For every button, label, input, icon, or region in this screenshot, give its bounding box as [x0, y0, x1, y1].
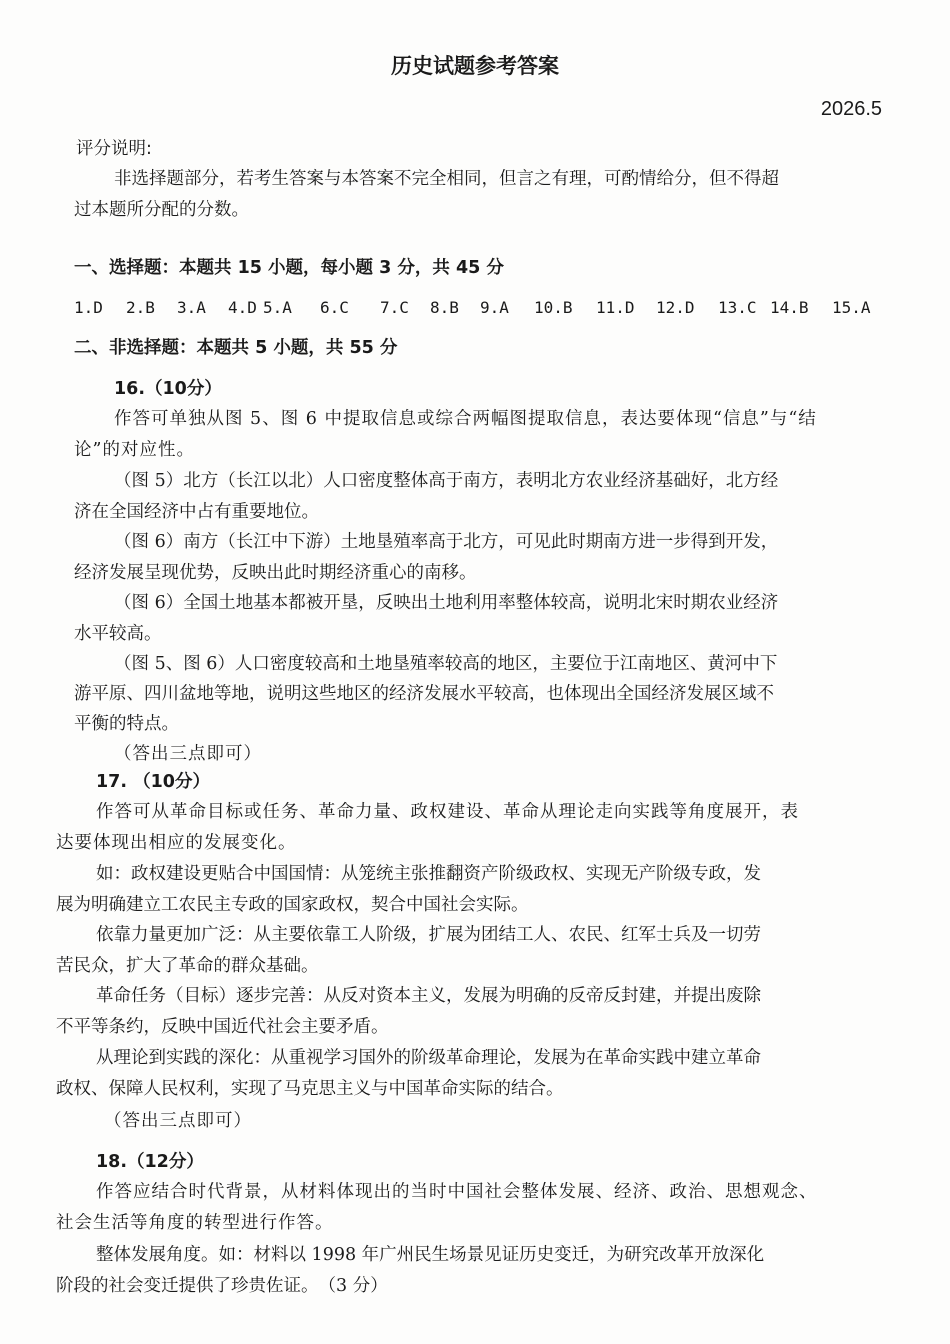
answer-line: 社会生活等角度的转型进行作答。: [56, 1213, 334, 1233]
answer-line: 经济发展呈现优势，反映出此时期经济重心的南移。: [74, 563, 477, 583]
question-18-heading: 18.（12分）: [96, 1152, 204, 1172]
answer-line: （答出三点即可）: [104, 1111, 252, 1131]
answer-item: 15.A: [832, 298, 871, 317]
answer-item: 6.C: [320, 298, 349, 317]
answer-item: 4.D: [228, 298, 257, 317]
answer-line: 作答可从革命目标或任务、革命力量、政权建设、革命从理论走向实践等角度展开，表: [96, 802, 799, 822]
answer-line: 论”的对应性。: [74, 440, 195, 460]
grading-text-line: 过本题所分配的分数。: [74, 200, 249, 220]
answer-line: 游平原、四川盆地等地，说明这些地区的经济发展水平较高，也体现出全国经济发展区域不: [74, 684, 774, 704]
answer-line: 革命任务（目标）逐步完善：从反对资本主义，发展为明确的反帝反封建，并提出废除: [96, 986, 761, 1006]
answer-line: 平衡的特点。: [74, 714, 179, 734]
grading-text-line: 非选择题部分，若考生答案与本答案不完全相同，但言之有理，可酌情给分，但不得超: [114, 169, 779, 189]
answer-line: 作答可单独从图 5、图 6 中提取信息或综合两幅图提取信息，表达要体现“信息”与“结: [114, 409, 817, 429]
answer-line: 整体发展角度。如：材料以 1998 年广州民生场景见证历史变迁，为研究改革开放深化: [96, 1245, 765, 1265]
answer-item: 11.D: [596, 298, 635, 317]
answer-item: 1.D: [74, 298, 103, 317]
answer-item: 7.C: [380, 298, 409, 317]
answer-line: 如：政权建设更贴合中国国情：从笼统主张推翻资产阶级政权、实现无产阶级专政，发: [96, 864, 761, 884]
answer-line: （图 6）南方（长江中下游）土地垦殖率高于北方，可见此时期南方进一步得到开发，: [114, 532, 779, 552]
answer-item: 14.B: [770, 298, 809, 317]
answer-line: 阶段的社会变迁提供了珍贵佐证。 （3 分）: [56, 1276, 388, 1296]
answer-item: 12.D: [656, 298, 695, 317]
answer-line: （图 6）全国土地基本都被开垦，反映出土地利用率整体较高，说明北宋时期农业经济: [114, 593, 779, 613]
answer-item: 13.C: [718, 298, 757, 317]
answer-line: 水平较高。: [74, 624, 162, 644]
answer-line: （图 5、图 6）人口密度较高和土地垦殖率较高的地区，主要位于江南地区、黄河中下: [114, 654, 778, 674]
section-heading-nonchoice: 二、非选择题：本题共 5 小题，共 55 分: [74, 338, 398, 358]
answer-item: 2.B: [126, 298, 155, 317]
answer-item: 8.B: [430, 298, 459, 317]
question-16-heading: 16.（10分）: [114, 379, 222, 399]
section-heading-choice: 一、选择题：本题共 15 小题，每小题 3 分，共 45 分: [74, 258, 504, 278]
answer-line: 达要体现出相应的发展变化。: [56, 833, 297, 853]
answer-line: （答出三点即可）: [114, 744, 262, 764]
question-17-heading: 17. （10分）: [96, 772, 210, 792]
answer-line: 苦民众，扩大了革命的群众基础。: [56, 956, 319, 976]
answer-line: （图 5）北方（长江以北）人口密度整体高于南方，表明北方农业经济基础好，北方经: [114, 471, 779, 491]
exam-date: 2026.5: [820, 98, 882, 120]
answer-line: 不平等条约，反映中国近代社会主要矛盾。: [56, 1017, 389, 1037]
page-title: 历史试题参考答案: [391, 54, 559, 78]
answer-item: 5.A: [263, 298, 292, 317]
answer-item: 3.A: [177, 298, 206, 317]
answer-line: 政权、保障人民权利，实现了马克思主义与中国革命实际的结合。: [56, 1079, 564, 1099]
answer-line: 展为明确建立工农民主专政的国家政权，契合中国社会实际。: [56, 895, 529, 915]
answer-line: 济在全国经济中占有重要地位。: [74, 502, 319, 522]
answer-line: 依靠力量更加广泛：从主要依靠工人阶级，扩展为团结工人、农民、红军士兵及一切劳: [96, 925, 761, 945]
answer-item: 9.A: [480, 298, 509, 317]
grading-heading: 评分说明:: [76, 139, 152, 159]
answer-line: 从理论到实践的深化：从重视学习国外的阶级革命理论，发展为在革命实践中建立革命: [96, 1048, 761, 1068]
answer-line: 作答应结合时代背景，从材料体现出的当时中国社会整体发展、经济、政治、思想观念、: [96, 1182, 818, 1202]
answer-item: 10.B: [534, 298, 573, 317]
